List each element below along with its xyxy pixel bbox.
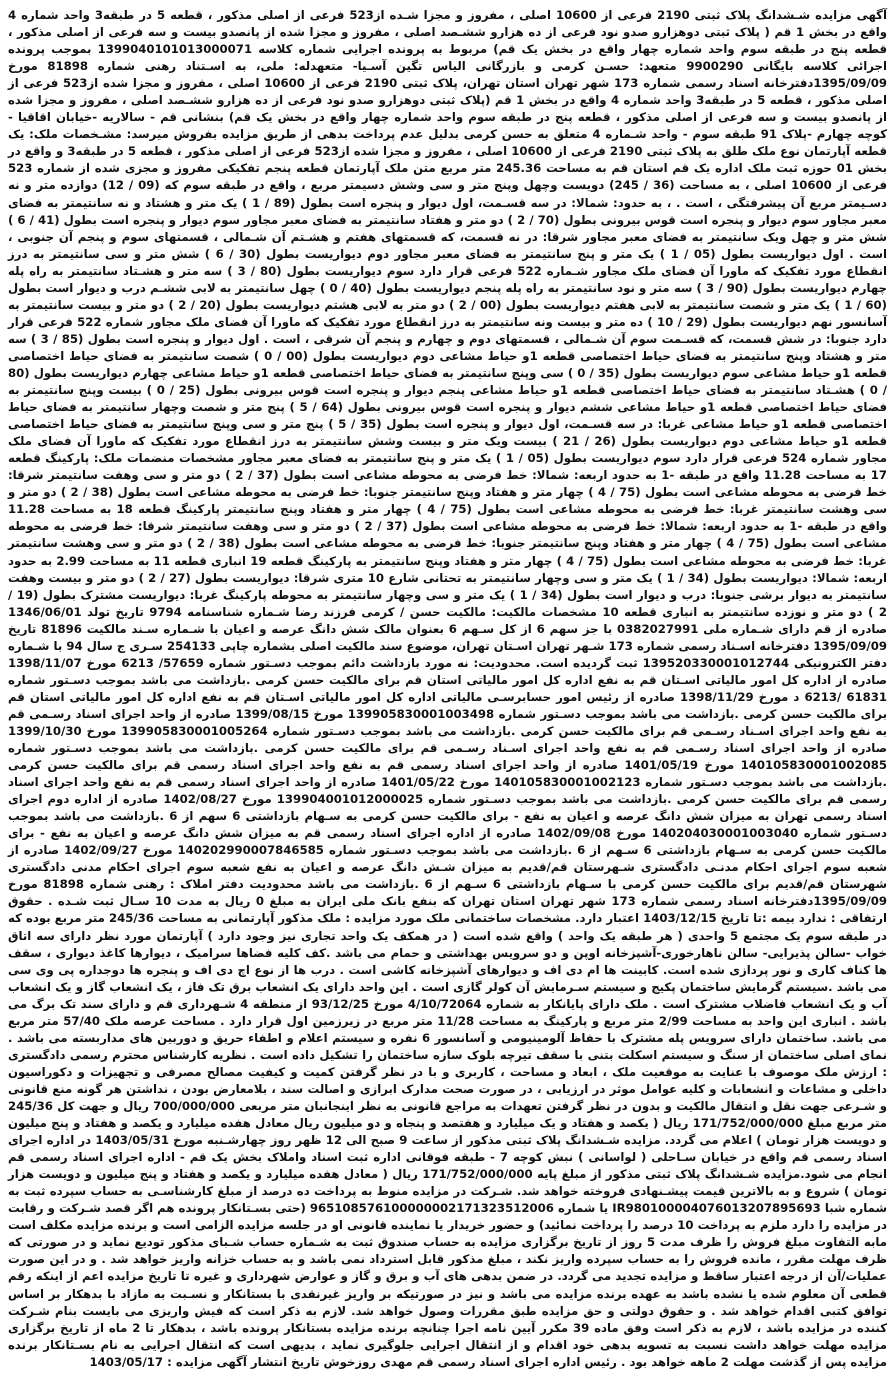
auction-notice-text: آگهی مزایده شـشدانگ پلاک ثبتی 2190 فرعی از 10600 اصلی ، مفروز و مجزا شـده از523 فرعی از اصلی مذکور ، قطعه 5 در طبقه3 واحد شماره 4 واقع در بخش 1 قم ( پلاک ثبتی دوهزارو صدو نود فرعی از ده هزارو ششـصد اصلی ، مفروز و مجزا شده از پانصدو بیست و سه فرعی از اصلی مذکور ، قطعه پنج در طبقه سوم واحد شماره چهار واقع در بخش یک قم) مربوط به پرونده اجرایی شماره کلاسه 1399040101013000071 بموجب پرونده اجرائی کلاسه بایگانی 9900290 متعهد: حسـن کرمی و بازرگانی الیاس تگین آسـیا- متعهدله: ملی، به اسـتناد رهنی شماره 81898 مورخ 1395/09/09دفترخانه اسناد رسمی شماره 173 شهر تهران استان تهران، پلاک ثبتی 2190 فرعی از 10600 اصلی ، مفروز و مجزا شده از523 فرعی از اصلی مذکور ، قطعه 5 در طبقه3 واحد شماره 4 واقع در بخش 1 قم (پلاک ثبتی دوهزارو صدو نود فرعی از ده هزارو ششـصد اصلی ، مفروز و مجزا شده از پانصدو بیست و سه فرعی از اصلی مذکور ، قطعه پنج در طبقه سوم واحد شماره چهار واقع در بخش یک قم) بنشانی قم - سالاریه -خیابان اقاقیا - کوچه چهارم -پلاک 91 طبقه سوم - واحد شـماره 4 متعلق به حسن کرمی بدلیل عدم پرداخت بدهی از طریق مزایده بفروش میرسد: مشـخصات ملک: یک قطعه آپارتمان نوع ملک طلق به پلاک ثبتی 2190 فرعی از 10600 اصلی ، مفروز و مجزا شده از523 فرعی از اصلی مذکور ، قطعه 5 در طبقه3 و واقع در بخش 01 حوزه ثبت ملک اداره یک قم استان قم به مساحت 245.36 متر مربع متن ملک آپارتمان قطعه پنجم تفکیکی مفروز و مجزی شده از شماره 523 فرعی از 10600 اصلی ، به مساحت (36 / 245) دویست وچهل وپنج متر و سی وشش دسیمتر مربع ، واقع در طبقه سوم که (09 / 12) دوازده متر و نه دسـیمتر مربع آن پیشرفتگی ، است . ، به حدود: شمالا: در سه قسـمت، اول دیوار و پنجره است بطول (89 / 1 ) یک متر و هشتاد و نه سانتیمتر به فضای معبر مجاور سوم دیوار و پنجره است قوس بیرونی بطول (70 / 2 ) دو متر و هفتاد سانتیمتر به فضای معبر مجاور سوم دیوار و پنجره است بطول (41 / 6 ) شش متر و چهل ویک سانتیمتر به فضای معبر مجاور شرقا: در نه قسمت، که قسمتهای هفتم و هشـتم آن شـمالی ، قسمتهای سوم و پنجم آن جنوبی ، است . اول دیواریست بطول (05 / 1 ) یک متر و پنج سانتیمتر به فضای معبر مجاور دوم دیواریست بطول (30 / 6 ) شش متر و سی سانتیمتر به درز انقطاع مورد تفکیک که ماورا آن فضای ملک مجاور شـماره 522 فرعی قرار دارد سوم دیواریست بطول (80 / 3 ) سه متر و هشـتاد سانتیمتر به راه پله چهارم دیواریست بطول (90 / 3 ) سه متر و نود سانتیمتر به راه پله پنجم دیواریست بطول (40 / 0 ) چهل سانتیمتر به لابی ششـم درب و دیوار است بطول (60 / 1 ) یک متر و شصت سانتیمتر به لابی هفتم دیواریست بطول (00 / 2 ) دو متر به لابی هشتم دیواریست بطول (20 / 2 ) دو متر و بیست سانتیمتر به آسانسور نهم دیواریست بطول (29 / 10 ) ده متر و بیست ونه سانتیمتر به درز انقطاع مورد تفکیک که ماورا آن فضای ملک مجاور شماره 522 فرعی قرار دارد جنوبا: در شش قسمت، که قسـمت سوم آن شـمالی ، قسمتهای دوم و چهارم و پنجم آن شرقی ، است . اول دیوار و پنجره است بطول (85 / 3 ) سه متر و هشتاد وپنج سانتیمتر به فضای حیاط اختصاصی قطعه 1و حیاط مشاعی دوم دیواریست بطول (00 / 0 ) شصت سانتیمتر به فضای حیاط اختصاصی قطعه 1و حیاط مشاعی سوم دیواریست بطول (35 / 0 ) سی وپنج سانتیمتر به فضای حیاط اختصاصی قطعه 1و حیاط مشاعی چهارم دیواریست بطول (80 / 0 ) هشـتاد سانتیمتر به فضای حیاط اختصاصی قطعه 1و حیاط مشاعی پنجم دیوار و پنجره است قوس بیرونی بطول (25 / 0 ) بیست وپنج سانتیمتر به فضای حیاط اختصاصی قطعه 1و حیاط مشاعی ششم دیوار و پنجره است قوس بیرونی بطول (64 / 5 ) پنج متر و شصت وچهار سانتیمتر به فضای حیاط اختصاصی قطعه 1و حیاط مشاعی غربا: در سه قسـمت، اول دیوار و پنجره است بطول (35 / 5 ) پنج متر و سی وپنج سانتیمتر به فضای حیاط اختصاصی قطعه 1و حیاط مشاعی دوم دیواریست بطول (26 / 21 ) بیست ویک متر و بیست وشش سانتیمتر به درز انقطاع مورد تفکیک که ماورا آن فضای ملک مجاور شماره 524 فرعی قرار دارد سوم دیواریست بطول (05 / 1 ) یک متر و پنج سانتیمتر به فضای معبر مجاور مشخصات منضمات ملک: پارکینگ قطعه 17 به مساحت 11.28 واقع در طبقه -1 به حدود اربعه: شمالا: خط فرضی به محوطه مشاعی است بطول (37 / 2 ) دو متر و سی وهفت سانتیمتر شرقا: خط فرضی به محوطه مشاعی است بطول (75 / 4 ) چهار متر و هفتاد وپنج سانتیمتر جنوبا: خط فرضی به محوطه مشاعی است بطول (38 / 2 ) دو متر و سی وهشت سانتیمتر غربا: خط فرضی به محوطه مشاعی است بطول (75 / 4 ) چهار متر و هفتاد وپنج سانتیمتر پارکینگ قطعه 18 به مساحت 11.28 واقع در طبقه -1 به حدود اربعه: شمالا: خط فرضی به محوطه مشاعی است بطول (37 / 2 ) دو متر و سی وهفت سانتیمتر شرقا: خط فرضی به محوطه مشاعی است بطول (75 / 4 ) چهار متر و هفتاد وپنج سانتیمتر جنوبا: خط فرضی به محوطه مشاعی است بطول (38 / 2 ) دو متر و سی وهشت سانتیمتر غربا: خط فرضی به محوطه مشاعی است بطول (75 / 4 ) چهار متر و هفتاد وپنج سانتیمتر به پارکینگ قطعه 19 انباری قطعه 11 به مساحت 2.99 به حدود اربعه: شمالا: دیواریست بطول (34 / 1 ) یک متر و سی وچهار سانتیمتر به تحتانی شارع 10 متری شرقا: دیواریست بطول (27 / 2 ) دو متر و بیست وهفت سانتیمتر به دیوار برشی جنوبا: درب و دیوار است بطول (34 / 1 ) یک متر و سی وچهار سانتیمتر به محوطه پارکینگ غربا: دیواریست مشترک بطول (19 / 2 ) دو متر و نوزده سانتیمتر به انباری قطعه 10 مشخصات مالکیت: مالکیت حسن / کرمی فرزند رضا شـماره شناسنامه 9794 تاریخ تولد 1346/06/01 صادره از قم دارای شـماره ملی 0382027991 با جز سهم 6 از کل سـهم 6 بعنوان مالک شش دانگ عرصه و اعیان با شـماره سـند مالکیت 81896 تاریخ 1395/09/09 دفترخانه اسـناد رسمی شماره 173 شـهر تهران اسـتان تهران، موضوع سند مالکیت اصلی بشماره چاپی 254133 سـری ج سال 94 با شـماره دفتر الکترونیکی 139520330001012744 ثبت گردیده است. محدودیت: نه مورد بازداشت دائم بموجب دسـتور شماره 57659/ 6213 مورخ 1398/11/07 صادره از اداره کل امور مالیاتی اسـتان قم به نفع اداره کل امور مالیاتی استان قم برای مالکیت حسن کرمی .بازداشت می باشد بموجب دسـتور شماره 61831 /6213 د مورخ 1398/11/29 صادره از رئیس امور حسابرسـی مالیاتی اداره کل امور مالیاتی اسـتان قم به نفع اداره کل امور مالیاتی استان قم برای مالکیت حسن کرمی .بازداشت می باشد بموجب دسـتور شماره 139905830001003498 مورخ 1399/08/15 صادره از واحد اجرای اسناد رسـمی قم به نفع واحد اجرای اسـناد رسـمی قم برای مالکیت حسن کرمی .بازداشت می باشد بموجب دسـتور شماره 139905830001005264 مورخ 1399/10/30 صادره از واحد اجرای اسناد رسـمی قم به نفع واحد اجرای اسـناد رسـمی قم برای مالکیت حسن کرمی .بازداشت می باشد بموجب دسـتور شماره 140105830001002085 مورخ 1401/05/19 صادره از واحد اجرای اسناد رسمی قم به نفع واحد اجرای اسناد رسمی قم برای مالکیت حسن کرمی .بازداشت می باشد بموجب دسـتور شماره 140105830001002123 مورخ 1401/05/22 صادره از واحد اجرای اسناد رسمی قم به نفع واحد اجرای اسناد رسمی قم برای مالکیت حسن کرمی .بازداشت می باشد بموجب دسـتور شماره 139904001012000025 مورخ 1402/08/27 صادره از اداره دوم اجرای اسناد رسمی تهران به میزان شش دانگ عرصه و اعیان به نفع - برای مالکیت حسن کرمی به سـهام بازداشتی 6 سهم از 6 .بازداشت می باشد بموجب دسـتور شماره 140204030001003040 مورخ 1402/09/08 صادره از اداره اجرای اسناد رسمی قم به میزان شش دانگ عرصه و اعیان به نفع - برای مالکیت حسن کرمی به سـهام بازداشتی 6 سـهم از 6 .بازداشت می باشد بموجب دسـتور شماره 140202990007846585 مورخ 1402/09/27 صادره از شعبه سوم اجرای احکام مدنـی دادگستری شـهرستان قم/قدیم به میزان شـش دانگ عرصه و اعیان به نفع شعبه سوم اجرای احکام مدنی دادگستری شهرستان قم/قدیم برای مالکیت حسن کرمی با سـهام بازداشتی 6 سـهم از 6 .بازداشت می باشد محدودیت دفتر املاک : رهنی شماره 81898 مورخ 1395/09/09دفترخانه اسناد رسمی شماره 173 شهر تهران استان تهران که بنفع بانک ملی ایران به مبلغ 0 ریال به مدت 10 سـال ثبت شـده . حقوق ارتفاقی : ندارد بیمه :تا تاریخ 1403/12/15 اعتبار دارد. مشخصات ساختمانی ملک مورد مزایده : ملک مذکور آپارتمانی به مساحت 245/36 متر مربع بوده که در طبقه سوم یک مجتمع 5 واحدی ( هر طبقه یک واحد ) واقع شده است ( در همکف یک واحد تجاری نیز وجود دارد ) آپارتمان مورد نظر دارای سه اتاق خواب -سالن پذیرایی- سالن ناهارخوری-آشپزخانه اوپن و دو سرویس بهداشتی و حمام می باشد .کف کلیه فضاها سرامیک ، دیوارها کاغذ دیواری ، سقف ها کناف کاری و نور پردازی شده است. کابینت ها ام دی اف و دیوارهای آشپزخانه کاشی است . درب ها از نوع اچ دی اف و پنجره ها دوجداره پی وی سی می باشد .سیستم گرمایش ساختمان پکیج و سیستم سـرمایش آن کولر گازی است . این واحد دارای یک انشعاب برق تک فاز ، یک انشعاب گاز و یک انشعاب آب و یک انشعاب فاضلاب مشترک است . ملک دارای پایانکار به شماره 4/10/72064 مورخ 93/12/25 از منطقه 4 شـهرداری قم و دارای سند تک برگ می باشد . انباری این واحد به مساحت 2/99 متر مربع و پارکینگ به مساحت 11/28 متر مربع در زیرزمین اول قرار دارد . مساحت عرصه ملک 57/40 متر مربع می باشد. ساختمان دارای سرویس پله مشترک با حفاظ آلومینیومی و آسانسور 6 نفره و سیستم اعلام و اطفاء حریق و دوربین های مداربسته می باشد . نمای اصلی ساختمان از سنگ و سیستم اسکلت بتنی با سقف تیرچه بلوک سازه ساختمان را تشکیل داده است . نظریه کارشناس محترم رسمی دادگستری : ارزش ملک موصوف با عنایت به موقعیت ملک ، ابعاد و مساحت ، کاربری و با در نظر گرفتن کمیت و کیفیت مصالح مصرفی و تجهیزات و دکوراسیون داخلی و مشاعات و انشعابات و کلیه عوامل موثر در ارزیابی ، در صورت صحت مدارک ابرازی و اصالت سند ، بلامعارض بودن ، نداشتن هر گونه منع قانونی و شـرعی جهت نقل و انتقال مالکیت و بدون در نظر گرفتن تعهدات به مراجع قانونی به نظر اینجانبان متر مربعی 700/000/000 ریال و جهت کل 245/36 متر مربع مبلغ 171/752/000/000 ریال ( یکصد و هفتاد و یک میلیارد و هفتصد و پنجاه و دو میلیون ریال معادل هفده میلیارد و یکصد و هفتاد و پنج میلیون و دویست هزار تومان ) اعلام می گردد. مزایده شـشدانگ پلاک ثبتی مذکور از ساعت 9 صبح الی 12 ظهر روز چهارشـنبه مورخ 1403/05/31 در اداره اجرای اسناد رسمی قم واقع در خیابان سـاحلی ( لواسانی ) نبش کوچه 7 - طبقه فوقانی اداره ثبت اسناد واملاک بخش یک قم - اداره اجرای اسناد رسمی قم انجام می شود.مزایده شـشدانگ پلاک ثبتی مذکور از مبلغ پایه 171/752/000/000 ریال ( معادل هفده میلیارد و یکصد و هفتاد و پنج میلیون و دویست هزار تومان ) شروع و به بالاترین قیمت پیشـنهادی فروخته خواهد شد. شـرکت در مزایده منوط به پرداخت ده درصد از مبلغ کارشناسـی به حساب سپرده ثبت به شماره شبا IR980100004076013207895693 یا شماره 965108576100000002171323512006 (حتی بسـتانکار پرونده هم اگر قصد شـرکت و رقابت در مزایده را دارد ملزم به پرداخت 10 درصد را پرداخت نمائید) و حضور خریدار یا نماینده قانونی او در جلسه مزایده الزامی است و برنده مزایده مکلف است مابه التفاوت مبلغ فروش را ظرف مدت 5 روز از تاریخ برگزاری مزایده به حساب صندوق ثبت به شـماره حساب شـبای مذکور تودیع نماید و در صورتی که ظرف مهلت مقرر ، مانده فروش را به حساب سپرده واریز نکند ، مبلغ مذکور قابل استرداد نمی باشد و به حساب خزانه واریز خواهد شد . و در این صورت عملیات/آن از درجه اعتبار ساقط و مزایده تجدید می گردد. در ضمن بدهی های آب و برق و گاز و عوارض شهرداری و غیره تا تاریخ مزایده اعم از اینکه رقم قطعی آن معلوم شده یا نشده باشد به عهده برنده مزایده می باشد و نیز در صورتیکه بر واریز غیرنقدی با بستانکار و نسـبت به مازاد با بدهکار بر اساس توافق کتبی اقدام خواهد شد . و حقوق دولتی و حق مزایده طبق مقررات وصول خواهد شد. لازم به ذکر است که فیش واریزی می بایست بنام شـرکت کننده در مزایده باشد ، لازم به ذکر است وفق ماده 39 مکرر آیین نامه اجرا چنانچه برنده مزایده بستانکار پرونده باشد ، بدهکار تا 2 ماه از تاریخ برگزاری مزایده مهلت خواهد داشت نسبت به تسویه بدهی خود اقدام و از انتقال اجرایی جلوگیری نماید ، بدیهی است که انتقال اجرایی به نام بسـتانکار برنده مزایده پس از گذشت مهلت 2 ماهه خواهد بود . رئیس اداره اجرای اسناد رسمی قم مهدی روزخوش تاریخ انتشار آگهی مزایده : 1403/05/17 [8, 8, 888, 1369]
